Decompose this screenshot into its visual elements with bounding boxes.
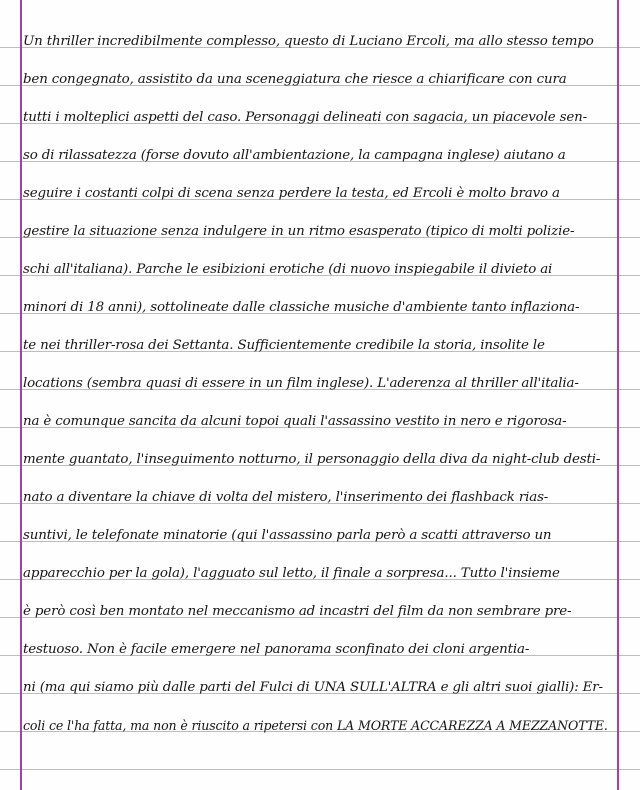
- left-margin-line: [20, 0, 22, 790]
- text-line: mente guantato, l'inseguimento notturno, il personaggio della diva da night-club desti-: [23, 452, 601, 467]
- text-line: suntivi, le telefonate minatorie (qui l'assassino parla però a scatti attraverso un: [23, 528, 552, 543]
- text-line: te nei thriller-rosa dei Settanta. Sufficientemente credibile la storia, insolite le: [23, 338, 545, 353]
- text-line: tutti i molteplici aspetti del caso. Personaggi delineati con sagacia, un piacevole sen-: [23, 110, 587, 125]
- text-line: minori di 18 anni), sottolineate dalle classiche musiche d'ambiente tanto inflaziona-: [23, 300, 580, 315]
- text-line: gestire la situazione senza indulgere in un ritmo esasperato (tipico di molti polizie-: [23, 224, 575, 239]
- right-margin-line: [617, 0, 619, 790]
- text-line: testuoso. Non è facile emergere nel panorama sconfinato dei cloni argentia-: [23, 642, 530, 657]
- text-line: coli ce l'ha fatta, ma non è riuscito a ripetersi con LA MORTE ACCAREZZA A MEZZANOTTE.: [23, 718, 608, 733]
- text-line: ni (ma qui siamo più dalle parti del Fulci di UNA SULL'ALTRA e gli altri suoi gialli): Er-: [23, 680, 603, 695]
- text-line: Un thriller incredibilmente complesso, questo di Luciano Ercoli, ma allo stesso tempo: [23, 34, 594, 49]
- text-line: apparecchio per la gola), l'agguato sul letto, il finale a sorpresa... Tutto l'insieme: [23, 566, 560, 581]
- text-line: è però così ben montato nel meccanismo ad incastri del film da non sembrare pre-: [23, 604, 572, 619]
- text-line: locations (sembra quasi di essere in un film inglese). L'aderenza al thriller all'italia-: [23, 376, 579, 391]
- text-line: schi all'italiana). Parche le esibizioni erotiche (di nuovo inspiegabile il divieto ai: [23, 262, 553, 277]
- text-line: ben congegnato, assistito da una sceneggiatura che riesce a chiarificare con cura: [23, 72, 567, 87]
- text-line: nato a diventare la chiave di volta del mistero, l'inserimento dei flashback rias-: [23, 490, 549, 505]
- text-line: so di rilassatezza (forse dovuto all'ambientazione, la campagna inglese) aiutano a: [23, 148, 566, 163]
- text-line: na è comunque sancita da alcuni topoi quali l'assassino vestito in nero e rigorosa-: [23, 414, 567, 429]
- text-line: seguire i costanti colpi di scena senza perdere la testa, ed Ercoli è molto bravo a: [23, 186, 560, 201]
- handwritten-review-text: [23, 23, 615, 745]
